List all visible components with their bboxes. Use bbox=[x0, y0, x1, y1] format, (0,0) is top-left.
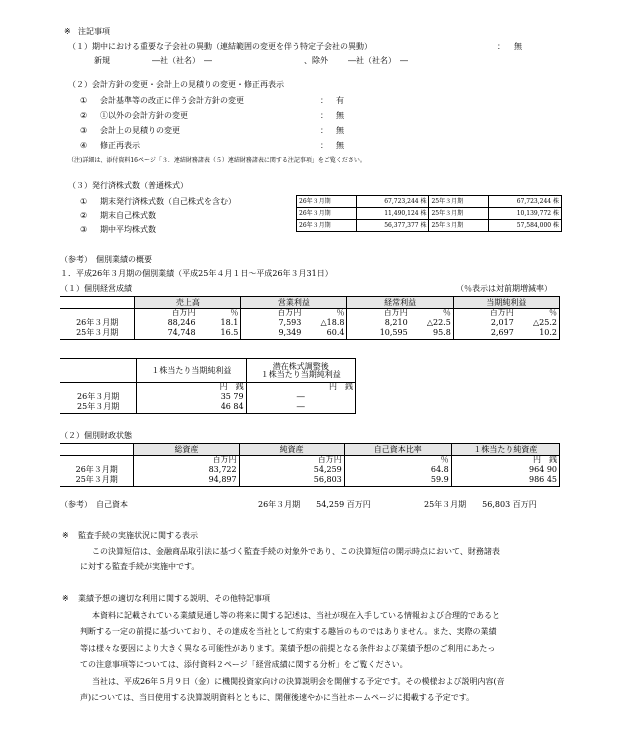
notes-sub-colon: ： bbox=[320, 111, 328, 120]
forecast-line: ての注意事項等については、添付資料２ページ「経営成績に関する分析」をご覧ください。 bbox=[80, 660, 408, 669]
unit-label: ％ bbox=[336, 308, 345, 317]
table-row bbox=[60, 317, 560, 328]
value-cell: 64.8 bbox=[344, 464, 451, 475]
unit-label: 百万円 bbox=[134, 456, 239, 465]
unit-label: 円 銭 bbox=[246, 383, 355, 392]
value-cell: 986 45 bbox=[451, 475, 559, 486]
col-header: １株当たり当期純利益 bbox=[137, 359, 246, 383]
equity-label: （参考） 自己資本 bbox=[60, 500, 128, 509]
forecast-line: 当社は、平成26年５月９日（金）に機関投資家向けの決算説明会を開催する予定です。その模様および説明内容(音 bbox=[92, 677, 505, 686]
value-cell: 2,697 bbox=[453, 328, 516, 339]
value-cell: 59.9 bbox=[344, 475, 451, 486]
value-cell: 54,259 bbox=[239, 464, 344, 475]
operating-results-table bbox=[60, 296, 560, 340]
reference-sub1: （１）個別経営成績 bbox=[60, 284, 132, 293]
col-header: 経常利益 bbox=[347, 297, 453, 309]
value-cell: 46 84 bbox=[137, 402, 246, 413]
period-cell: 25年３月期 bbox=[60, 475, 134, 486]
notes-detail: （注)詳細は、添付資料16ページ「３．連結財務諸表（５）連結財務諸表に関する注記事項」をご覧ください。 bbox=[68, 157, 366, 164]
unit-label: 百万円 bbox=[135, 309, 198, 318]
pct-cell: 60.4 bbox=[303, 328, 347, 339]
col-header: 総資産 bbox=[134, 444, 239, 456]
value-cell: ― bbox=[246, 391, 355, 402]
equity-25: 25年３月期 56,803 百万円 bbox=[424, 500, 537, 509]
shares-value: 67,723,244 株 bbox=[489, 196, 562, 208]
value-cell: 2,017 bbox=[453, 317, 516, 328]
period-cell: 26年３月期 bbox=[77, 391, 120, 401]
eps-table bbox=[60, 358, 356, 414]
equity-26: 26年３月期 54,259 百万円 bbox=[258, 500, 371, 509]
value-cell: 8,210 bbox=[347, 317, 410, 328]
notes-sub-num: ② bbox=[80, 111, 88, 120]
audit-line: この決算短信は、金融商品取引法に基づく監査手続の対象外であり、この決算短信の開示時点において、財務諸表 bbox=[92, 547, 500, 556]
period-cell: 25年３月期 bbox=[429, 220, 489, 232]
col-header: 営業利益 bbox=[241, 297, 347, 309]
notes-sub-colon: ： bbox=[320, 126, 328, 135]
shares-value: 11,490,124 株 bbox=[356, 208, 429, 220]
table-row bbox=[60, 328, 560, 339]
unit-label: ％ bbox=[230, 308, 239, 317]
forecast-line: 等は様々な要因により大きく異なる可能性があります。業績予想の前提となる条件および業績予想のご利用にあたっ bbox=[80, 644, 496, 653]
value-cell: 964 90 bbox=[451, 464, 559, 475]
pct-cell: 10.2 bbox=[516, 328, 560, 339]
period-cell: 26年３月期 bbox=[76, 317, 119, 327]
shares-label: 期末発行済株式数（自己株式を含む） bbox=[100, 197, 236, 206]
notes-sub-colon: ： bbox=[320, 96, 328, 105]
notes-new-label: 新規 bbox=[94, 56, 110, 65]
col-header: 売上高 bbox=[135, 297, 241, 309]
pct-cell: △22.5 bbox=[426, 317, 451, 327]
notes-item3: （３）発行済株式数（普通株式） bbox=[68, 181, 188, 190]
notes-sub-value: 無 bbox=[336, 141, 344, 150]
shares-value: 57,584,000 株 bbox=[489, 220, 562, 232]
deps-header-line: １株当たり当期純利益 bbox=[260, 369, 341, 379]
value-cell: 35 79 bbox=[137, 391, 246, 402]
unit-label: ％ bbox=[442, 308, 451, 317]
col-header bbox=[246, 359, 355, 383]
period-cell: 26年３月期 bbox=[297, 208, 357, 220]
col-header: 当期純利益 bbox=[453, 297, 559, 309]
table-row bbox=[60, 475, 560, 486]
notes-new-value: ―社（社名） ― bbox=[152, 56, 212, 65]
value-cell: 7,593 bbox=[241, 317, 304, 328]
period-cell: 25年３月期 bbox=[60, 328, 135, 339]
value-cell: 10,595 bbox=[347, 328, 410, 339]
notes-item1-colon: ： bbox=[497, 42, 505, 51]
notes-title: 注記事項 bbox=[78, 27, 110, 36]
period-cell: 25年３月期 bbox=[429, 208, 489, 220]
notes-sub-label: 会計基準等の改正に伴う会計方針の変更 bbox=[100, 96, 244, 105]
notes-sub-value: 無 bbox=[336, 126, 344, 135]
period-cell: 26年３月期 bbox=[75, 464, 118, 474]
col-header: 自己資本比率 bbox=[344, 444, 451, 456]
notes-sub-value: 無 bbox=[336, 111, 344, 120]
notes-sub-label: ①以外の会計方針の変更 bbox=[100, 111, 188, 120]
notes-sub-num: ③ bbox=[80, 126, 88, 135]
notes-sub-num: ① bbox=[80, 96, 88, 105]
unit-label: 百万円 bbox=[239, 456, 344, 465]
shares-value: 56,377,377 株 bbox=[356, 220, 429, 232]
audit-line: に対する監査手続が実施中です。 bbox=[80, 562, 200, 571]
shares-num: ② bbox=[80, 211, 88, 220]
notes-item1: （１）期中における重要な子会社の異動（連結範囲の変更を伴う特定子会社の異動） bbox=[68, 42, 372, 51]
value-cell: 56,803 bbox=[239, 475, 344, 486]
table-row bbox=[60, 391, 356, 402]
unit-label: 円 銭 bbox=[451, 456, 559, 465]
period-cell: 25年３月期 bbox=[429, 196, 489, 208]
period-cell: 25年３月期 bbox=[60, 402, 137, 413]
notes-sub-label: 会計上の見積りの変更 bbox=[100, 126, 180, 135]
notes-item2: （２）会計方針の変更・会計上の見積りの変更・修正再表示 bbox=[68, 80, 284, 89]
forecast-line: 判断する一定の前提に基づいており、その達成を当社として約束する趣旨のものではありません。また、実際の業績 bbox=[80, 627, 497, 636]
unit-label: ％ bbox=[344, 456, 451, 465]
shares-value: 67,723,244 株 bbox=[356, 196, 429, 208]
shares-num: ① bbox=[80, 197, 88, 206]
table-row bbox=[60, 402, 356, 413]
pct-cell: 16.5 bbox=[198, 328, 241, 339]
notes-sub-colon: ： bbox=[320, 141, 328, 150]
pct-cell: 95.8 bbox=[410, 328, 454, 339]
col-header: １株当たり純資産 bbox=[451, 444, 559, 456]
value-cell: 94,897 bbox=[134, 475, 239, 486]
notes-sub-label: 修正再表示 bbox=[100, 141, 140, 150]
forecast-mark: ※ bbox=[62, 594, 69, 603]
notes-item1-value: 無 bbox=[514, 42, 522, 51]
shares-table bbox=[296, 195, 562, 232]
forecast-title: 業績予想の適切な利用に関する説明、その他特記事項 bbox=[78, 594, 270, 603]
unit-label: 百万円 bbox=[347, 309, 410, 318]
financial-position-table bbox=[60, 443, 560, 487]
deps-header-line: 潜在株式調整後 bbox=[272, 361, 329, 371]
unit-label: ％ bbox=[516, 309, 560, 318]
value-cell: 83,722 bbox=[134, 464, 239, 475]
notes-excl-value: ―社（社名） ― bbox=[348, 56, 408, 65]
shares-value: 10,139,772 株 bbox=[489, 208, 562, 220]
unit-label: 百万円 bbox=[453, 309, 516, 318]
value-cell: 74,748 bbox=[135, 328, 198, 339]
pct-cell: △18.8 bbox=[320, 317, 345, 327]
pct-cell: △25.2 bbox=[516, 317, 560, 328]
notes-sub-num: ④ bbox=[80, 141, 88, 150]
shares-label: 期中平均株式数 bbox=[100, 225, 156, 234]
notes-excl-label: 、除外 bbox=[304, 56, 328, 65]
unit-label: 円 銭 bbox=[137, 383, 246, 392]
shares-label: 期末自己株式数 bbox=[100, 211, 156, 220]
value-cell: ― bbox=[246, 402, 355, 413]
shares-num: ③ bbox=[80, 225, 88, 234]
audit-mark: ※ bbox=[62, 531, 69, 540]
forecast-line: 本資料に記載されている業績見通し等の将来に関する記述は、当社が現在入手している情報および合理的であると bbox=[92, 611, 500, 620]
notes-sub-value: 有 bbox=[336, 96, 344, 105]
reference-heading: １．平成26年３月期の個別業績（平成25年４月１日～平成26年３月31日） bbox=[60, 269, 333, 278]
col-header: 純資産 bbox=[239, 444, 344, 456]
forecast-line: 声)については、当日使用する決算説明資料とともに、開催後速やかに当社ホームページに掲載する予定です。 bbox=[80, 693, 475, 702]
reference-sub2: （２）個別財政状態 bbox=[60, 431, 132, 440]
audit-title: 監査手続の実施状況に関する表示 bbox=[78, 531, 198, 540]
unit-label: 百万円 bbox=[241, 309, 304, 318]
notes-mark: ※ bbox=[64, 27, 71, 36]
table-row bbox=[60, 464, 560, 475]
value-cell: 9,349 bbox=[241, 328, 304, 339]
value-cell: 88,246 bbox=[135, 317, 198, 328]
period-cell: 26年３月期 bbox=[297, 220, 357, 232]
pct-cell: 18.1 bbox=[220, 317, 239, 327]
pct-note: （％表示は対前期増減率） bbox=[456, 284, 552, 293]
period-cell: 26年３月期 bbox=[297, 196, 357, 208]
reference-title: （参考） 個別業績の概要 bbox=[60, 255, 152, 264]
